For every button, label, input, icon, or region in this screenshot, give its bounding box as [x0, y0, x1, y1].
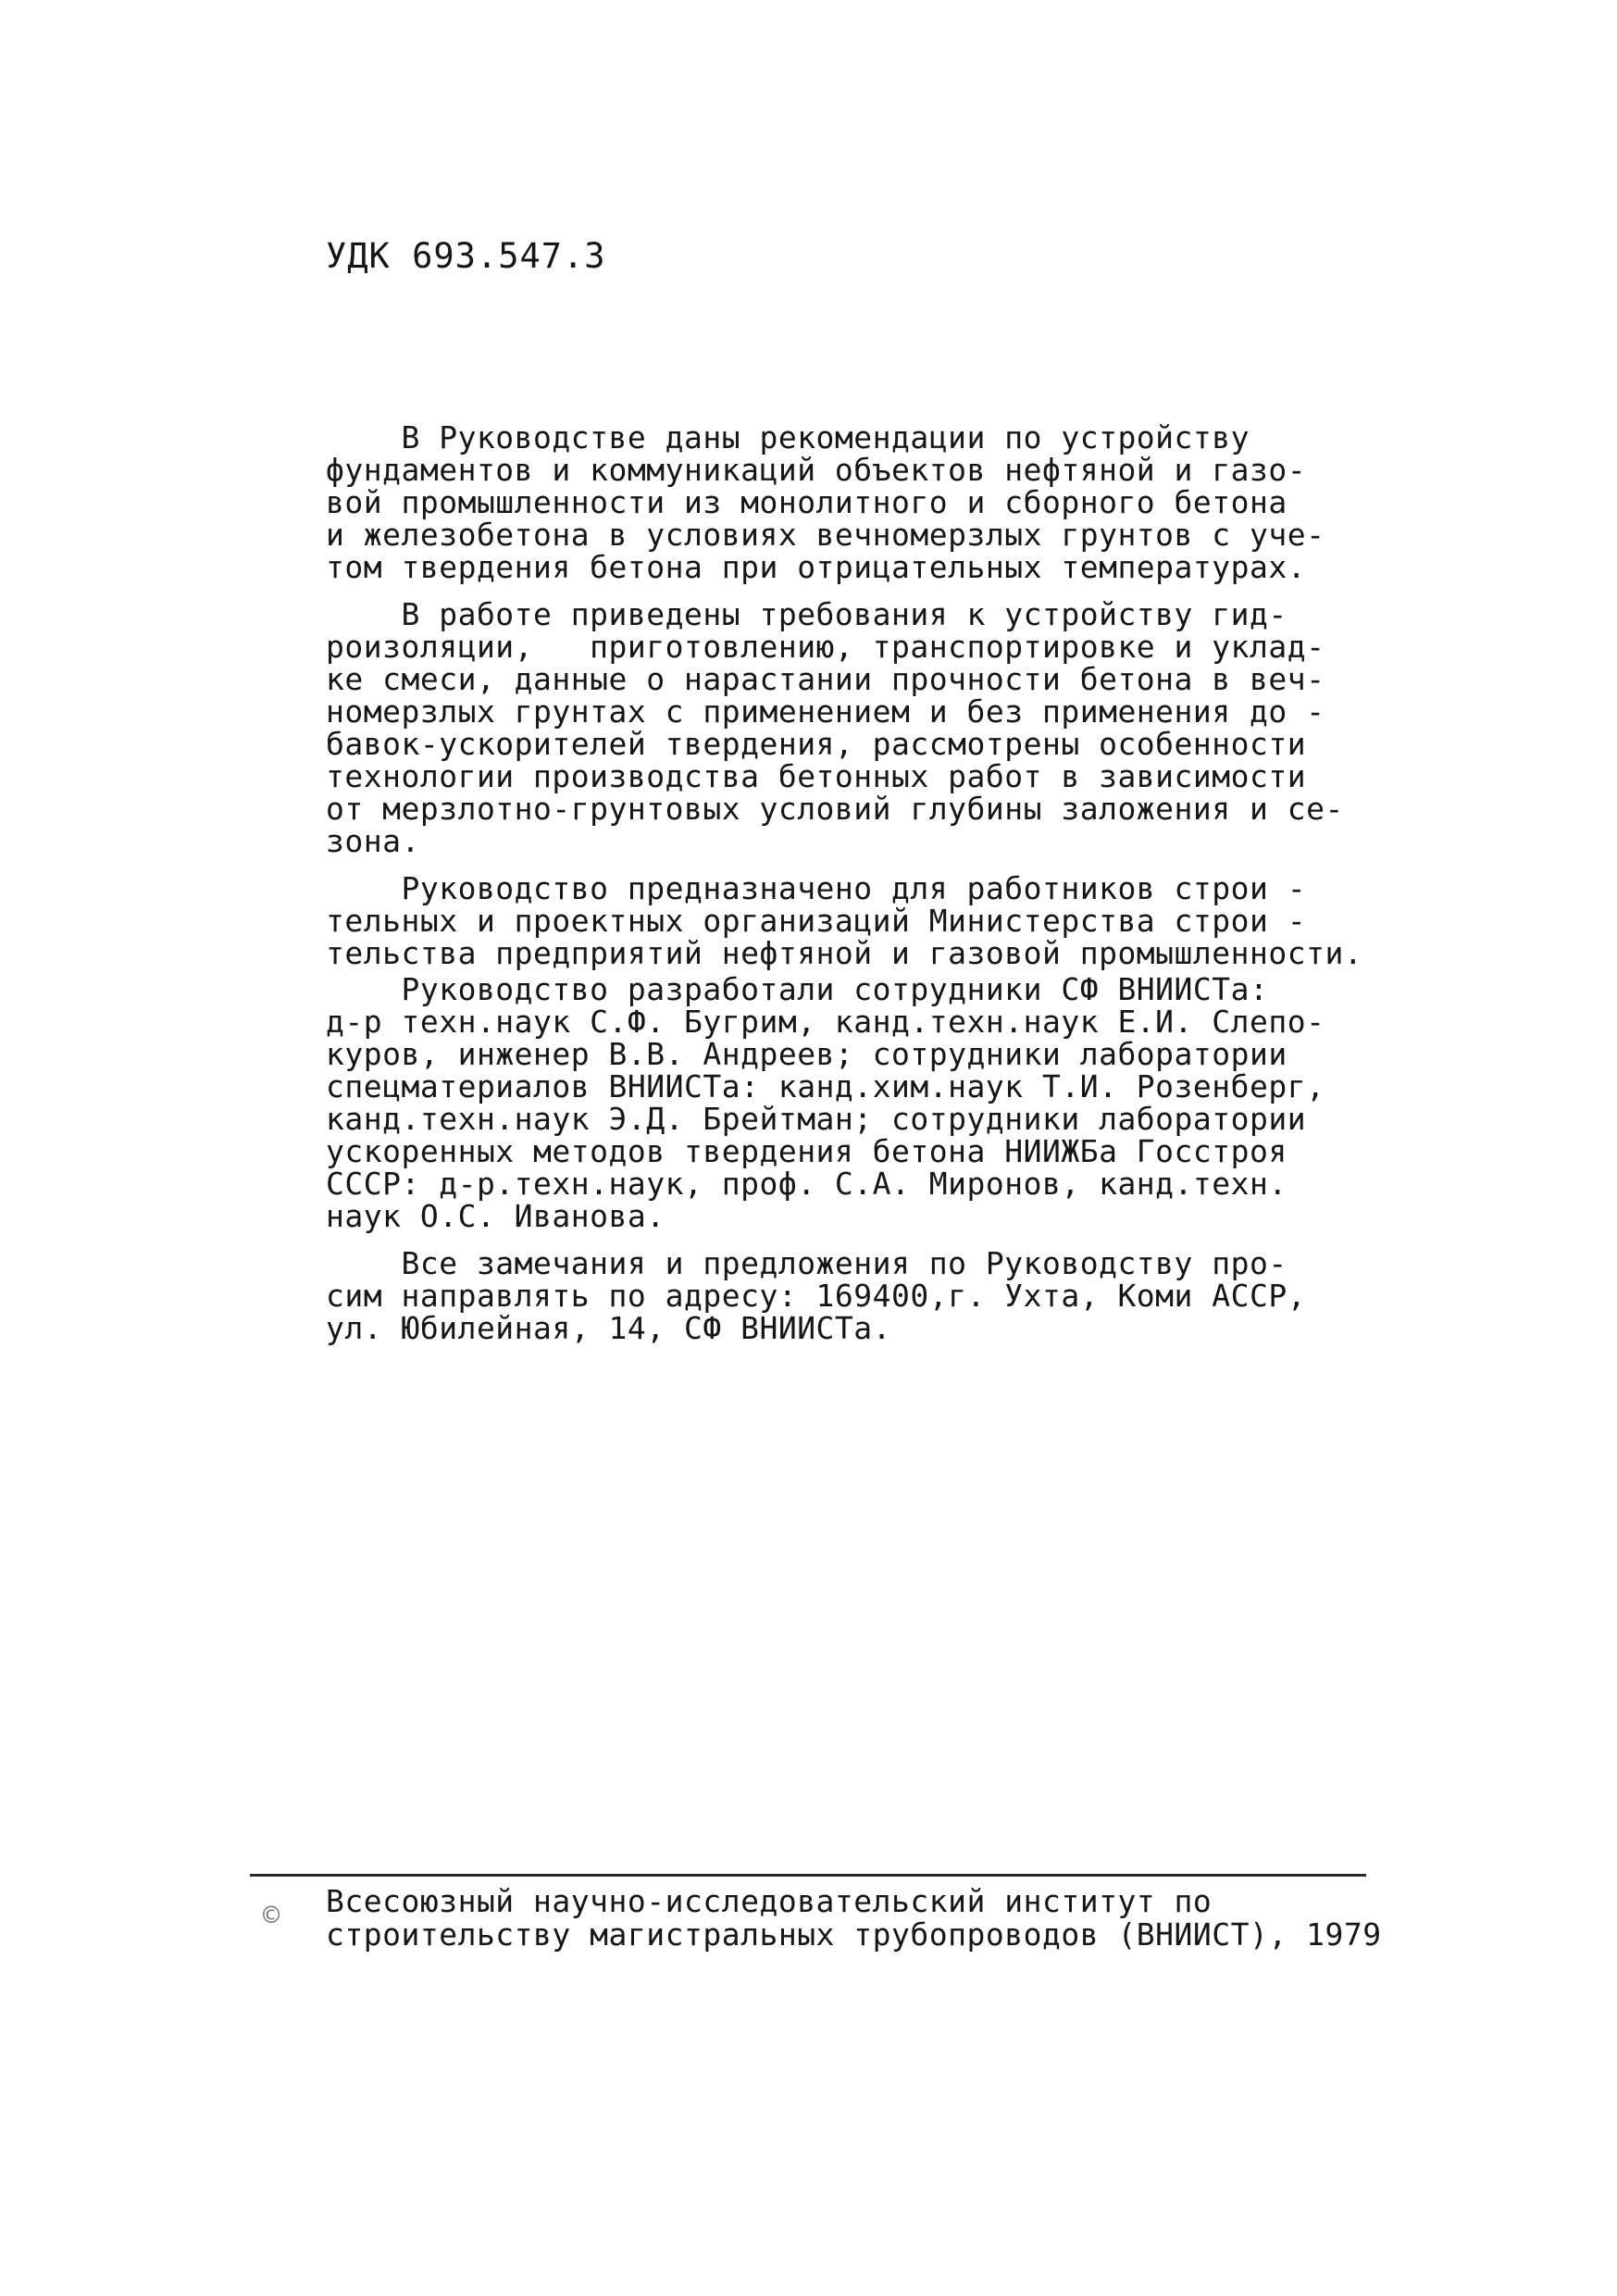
text-line: тельных и проектных организаций Министерства строи -	[326, 903, 1307, 939]
text-line: вой промышленности из монолитного и сборного бетона	[326, 484, 1287, 520]
paragraph-authors	[326, 973, 1390, 1232]
copyright-notice	[326, 1885, 1382, 1952]
text-line: том твердения бетона при отрицательных температурах.	[326, 549, 1307, 585]
text-line: Руководство предназначено для работников строи -	[326, 870, 1307, 906]
text-line: д-р техн.наук С.Ф. Бугрим, канд.техн.наук Е.И. Слепо-	[326, 1004, 1325, 1040]
text-line: тельства предприятий нефтяной и газовой промышленности.	[326, 935, 1363, 971]
text-line: технологии производства бетонных работ в зависимости	[326, 758, 1307, 794]
text-line: В Руководстве даны рекомендации по устройству	[326, 419, 1250, 455]
text-line: куров, инженер В.В. Андреев; сотрудники лаборатории	[326, 1036, 1287, 1072]
paragraph-contents	[326, 598, 1390, 857]
footer-line: Всесоюзный научно-исследовательский институт по	[326, 1883, 1213, 1919]
text-line: СССР: д-р.техн.наук, проф. С.А. Миронов, канд.техн.	[326, 1166, 1287, 1202]
paragraph-scope	[326, 421, 1390, 583]
annotation-text	[326, 421, 1390, 1344]
text-line: роизоляции, приготовлению, транспортировке и уклад-	[326, 629, 1325, 665]
text-line: сим направлять по адресу: 169400,г. Ухта, Коми АССР,	[326, 1278, 1307, 1314]
text-line: фундаментов и коммуникаций объектов нефтяной и газо-	[326, 452, 1307, 488]
text-line: зона.	[326, 823, 420, 859]
text-line: ул. Юбилейная, 14, СФ ВНИИСТа.	[326, 1310, 892, 1346]
text-line: от мерзлотно-грунтовых условий глубины заложения и се-	[326, 791, 1344, 827]
paragraph-address	[326, 1247, 1390, 1344]
text-line: ке смеси, данные о нарастании прочности бетона в веч-	[326, 661, 1325, 697]
udk-code: УДК 693.547.3	[326, 236, 606, 276]
paragraph-audience	[326, 872, 1390, 969]
text-line: и железобетона в условиях вечномерзлых грунтов с уче-	[326, 517, 1325, 553]
text-line: бавок-ускорителей твердения, рассмотрены особенности	[326, 726, 1307, 762]
copyright-icon: ©	[263, 1900, 280, 1932]
text-line: канд.техн.наук Э.Д. Брейтман; сотрудники лаборатории	[326, 1101, 1307, 1137]
text-line: Все замечания и предложения по Руководству про-	[326, 1245, 1287, 1281]
text-line: спецматериалов ВНИИСТа: канд.хим.наук Т.И. Розенберг,	[326, 1068, 1325, 1104]
footer-line: строительству магистральных трубопроводов (ВНИИСТ), 1979	[326, 1916, 1382, 1953]
text-line: номерзлых грунтах с применением и без применения до -	[326, 693, 1325, 730]
footer-divider	[250, 1874, 1366, 1877]
text-line: В работе приведены требования к устройству гид-	[326, 596, 1287, 632]
text-line: наук О.С. Иванова.	[326, 1198, 665, 1234]
text-line: Руководство разработали сотрудники СФ ВНИИСТа:	[326, 971, 1269, 1007]
text-line: ускоренных методов твердения бетона НИИЖБа Госстроя	[326, 1133, 1287, 1169]
